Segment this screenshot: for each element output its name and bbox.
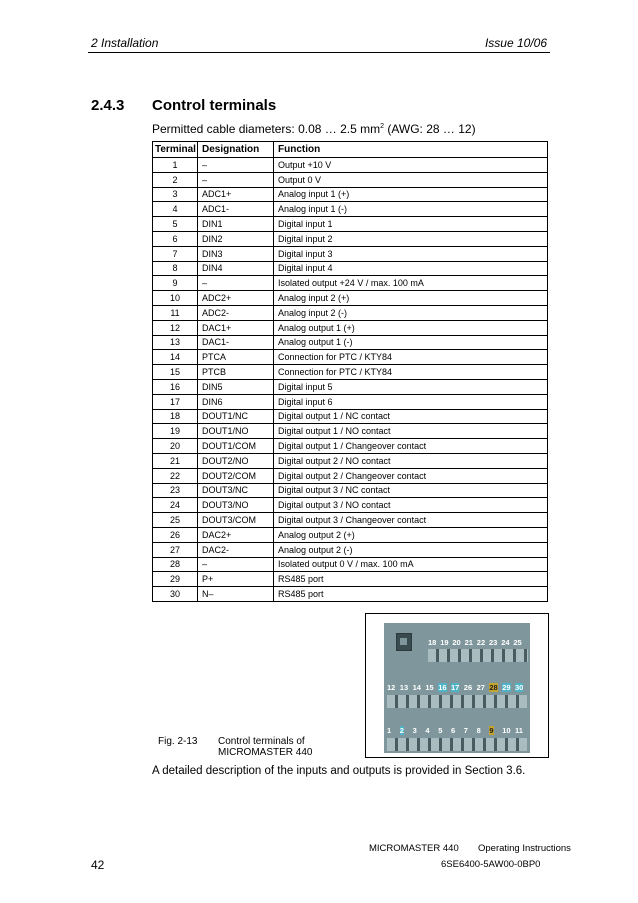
figure-label: Fig. 2-13 xyxy=(158,736,198,747)
cell-function: RS485 port xyxy=(274,572,548,587)
cell-terminal: 15 xyxy=(153,365,198,380)
cell-terminal: 20 xyxy=(153,439,198,454)
cell-terminal: 3 xyxy=(153,187,198,202)
table-row xyxy=(153,231,548,246)
terminal-number-label: 26 xyxy=(463,683,473,692)
cell-designation: – xyxy=(198,276,274,291)
cable-diameter-note xyxy=(152,122,476,136)
header-designation: Designation xyxy=(198,142,274,158)
table-row xyxy=(153,498,548,513)
page-number: 42 xyxy=(91,858,105,872)
cell-function: Output +10 V xyxy=(274,158,548,173)
terminal-number-label: 7 xyxy=(463,726,468,735)
cable-superscript: 2 xyxy=(380,123,384,130)
cell-function: Analog output 2 (-) xyxy=(274,542,548,557)
terminal-number-label: 9 xyxy=(489,726,494,735)
cell-designation: DAC1+ xyxy=(198,320,274,335)
cell-designation: DOUT1/COM xyxy=(198,439,274,454)
cell-terminal: 9 xyxy=(153,276,198,291)
cell-designation: N– xyxy=(198,587,274,602)
figure-caption-line1: Control terminals of xyxy=(218,736,305,747)
cell-function: RS485 port xyxy=(274,587,548,602)
table-row xyxy=(153,365,548,380)
cell-function: Analog input 2 (-) xyxy=(274,305,548,320)
cell-designation: DIN5 xyxy=(198,379,274,394)
terminal-number-label: 13 xyxy=(399,683,409,692)
dip-switch xyxy=(396,633,412,651)
cell-designation: P+ xyxy=(198,572,274,587)
cell-function: Digital output 2 / NO contact xyxy=(274,453,548,468)
table-row xyxy=(153,305,548,320)
table-row xyxy=(153,379,548,394)
terminal-number-label: 2 xyxy=(399,726,404,735)
cable-prefix: Permitted cable diameters: 0.08 … 2.5 mm xyxy=(152,122,381,136)
cable-suffix: (AWG: 28 … 12) xyxy=(384,122,476,136)
cell-terminal: 2 xyxy=(153,172,198,187)
cell-terminal: 24 xyxy=(153,498,198,513)
cell-function: Analog input 1 (-) xyxy=(274,202,548,217)
header-terminal: Terminal xyxy=(153,142,198,158)
cell-function: Isolated output +24 V / max. 100 mA xyxy=(274,276,548,291)
terminal-number-label: 16 xyxy=(438,683,447,692)
terminal-number-label: 4 xyxy=(425,726,430,735)
control-terminals-photo xyxy=(384,623,530,753)
terminal-number-label: 6 xyxy=(451,726,456,735)
cell-designation: DIN1 xyxy=(198,217,274,232)
table-header-row xyxy=(153,142,548,158)
table-row xyxy=(153,246,548,261)
cell-designation: ADC1+ xyxy=(198,187,274,202)
table-row xyxy=(153,424,548,439)
cell-function: Analog input 1 (+) xyxy=(274,187,548,202)
cell-function: Isolated output 0 V / max. 100 mA xyxy=(274,557,548,572)
cell-function: Digital output 1 / Changeover contact xyxy=(274,439,548,454)
cell-designation: DAC1- xyxy=(198,335,274,350)
cell-terminal: 5 xyxy=(153,217,198,232)
cell-terminal: 23 xyxy=(153,483,198,498)
terminal-block xyxy=(387,695,527,708)
cell-designation: – xyxy=(198,557,274,572)
cell-designation: DAC2- xyxy=(198,542,274,557)
terminal-number-label: 28 xyxy=(489,683,498,692)
terminal-number-label: 11 xyxy=(515,726,523,735)
cell-terminal: 4 xyxy=(153,202,198,217)
cell-function: Digital input 2 xyxy=(274,231,548,246)
table-row xyxy=(153,217,548,232)
cell-designation: PTCB xyxy=(198,365,274,380)
table-row xyxy=(153,439,548,454)
cell-function: Output 0 V xyxy=(274,172,548,187)
table-row xyxy=(153,453,548,468)
table-row xyxy=(153,409,548,424)
terminal-number-label: 15 xyxy=(425,683,434,692)
cell-terminal: 29 xyxy=(153,572,198,587)
table-row xyxy=(153,468,548,483)
header-rule xyxy=(88,52,550,53)
cell-function: Digital input 4 xyxy=(274,261,548,276)
table-row xyxy=(153,172,548,187)
cell-designation: ADC1- xyxy=(198,202,274,217)
cell-designation: ADC2+ xyxy=(198,291,274,306)
cell-designation: DOUT3/NO xyxy=(198,498,274,513)
cell-function: Digital output 3 / NO contact xyxy=(274,498,548,513)
section-title: Control terminals xyxy=(152,97,277,114)
terminal-number-label: 17 xyxy=(451,683,460,692)
cell-designation: DOUT1/NC xyxy=(198,409,274,424)
cell-designation: DOUT2/COM xyxy=(198,468,274,483)
cell-function: Analog input 2 (+) xyxy=(274,291,548,306)
cell-designation: DOUT3/COM xyxy=(198,513,274,528)
table-body xyxy=(153,158,548,602)
cell-terminal: 18 xyxy=(153,409,198,424)
terminal-number-label: 23 xyxy=(489,638,498,647)
cell-function: Connection for PTC / KTY84 xyxy=(274,365,548,380)
figure-caption-line2: MICROMASTER 440 xyxy=(218,747,313,758)
header-issue: Issue 10/06 xyxy=(484,36,547,50)
terminal-number-label: 24 xyxy=(501,638,510,647)
table-row xyxy=(153,276,548,291)
terminal-number-label: 3 xyxy=(412,726,417,735)
header-chapter: 2 Installation xyxy=(91,36,159,50)
cell-terminal: 1 xyxy=(153,158,198,173)
cell-function: Digital input 3 xyxy=(274,246,548,261)
table-row xyxy=(153,483,548,498)
terminal-number-label: 5 xyxy=(438,726,443,735)
table-row xyxy=(153,527,548,542)
table-row xyxy=(153,187,548,202)
description-text: A detailed description of the inputs and outputs is provided in Section 3.6. xyxy=(152,765,526,777)
table-row xyxy=(153,291,548,306)
cell-terminal: 10 xyxy=(153,291,198,306)
footer-product: MICROMASTER 440 xyxy=(369,843,459,854)
cell-function: Digital output 2 / Changeover contact xyxy=(274,468,548,483)
cell-designation: PTCA xyxy=(198,350,274,365)
cell-terminal: 12 xyxy=(153,320,198,335)
table-row xyxy=(153,158,548,173)
cell-function: Digital output 3 / NC contact xyxy=(274,483,548,498)
cell-designation: DOUT2/NO xyxy=(198,453,274,468)
terminal-number-label: 27 xyxy=(476,683,485,692)
cell-terminal: 28 xyxy=(153,557,198,572)
cell-designation: DAC2+ xyxy=(198,527,274,542)
table-row xyxy=(153,394,548,409)
cell-function: Digital input 6 xyxy=(274,394,548,409)
cell-designation: DIN2 xyxy=(198,231,274,246)
footer-doc-type: Operating Instructions xyxy=(478,843,571,854)
cell-designation: DOUT3/NC xyxy=(198,483,274,498)
section-number: 2.4.3 xyxy=(91,97,125,114)
cell-function: Connection for PTC / KTY84 xyxy=(274,350,548,365)
cell-function: Digital input 5 xyxy=(274,379,548,394)
cell-terminal: 19 xyxy=(153,424,198,439)
table-row xyxy=(153,320,548,335)
terminal-number-label: 18 xyxy=(428,638,437,647)
cell-terminal: 7 xyxy=(153,246,198,261)
table-row xyxy=(153,335,548,350)
terminal-number-label: 14 xyxy=(412,683,421,692)
cell-terminal: 6 xyxy=(153,231,198,246)
terminal-number-label: 12 xyxy=(387,683,396,692)
table-row xyxy=(153,513,548,528)
cell-designation: – xyxy=(198,158,274,173)
cell-terminal: 26 xyxy=(153,527,198,542)
terminal-number-label: 25 xyxy=(513,638,522,647)
cell-terminal: 16 xyxy=(153,379,198,394)
control-terminals-table xyxy=(152,141,548,602)
cell-terminal: 22 xyxy=(153,468,198,483)
cell-designation: – xyxy=(198,172,274,187)
terminal-block xyxy=(428,649,528,662)
cell-function: Digital output 1 / NO contact xyxy=(274,424,548,439)
terminal-number-label: 1 xyxy=(387,726,392,735)
cell-terminal: 11 xyxy=(153,305,198,320)
terminal-block xyxy=(387,738,527,751)
cell-terminal: 8 xyxy=(153,261,198,276)
table-row xyxy=(153,202,548,217)
cell-designation: ADC2- xyxy=(198,305,274,320)
terminal-number-label: 10 xyxy=(502,726,511,735)
cell-function: Digital output 1 / NC contact xyxy=(274,409,548,424)
cell-designation: DIN6 xyxy=(198,394,274,409)
cell-terminal: 25 xyxy=(153,513,198,528)
cell-function: Analog output 1 (+) xyxy=(274,320,548,335)
terminal-number-label: 21 xyxy=(464,638,473,647)
figure-frame xyxy=(365,613,549,758)
header-function: Function xyxy=(274,142,548,158)
terminal-number-label: 8 xyxy=(476,726,481,735)
cell-terminal: 27 xyxy=(153,542,198,557)
table-row xyxy=(153,261,548,276)
cell-designation: DIN4 xyxy=(198,261,274,276)
footer-order-number: 6SE6400-5AW00-0BP0 xyxy=(441,859,541,870)
table-row xyxy=(153,542,548,557)
terminal-number-label: 20 xyxy=(452,638,461,647)
cell-designation: DOUT1/NO xyxy=(198,424,274,439)
cell-function: Digital input 1 xyxy=(274,217,548,232)
cell-terminal: 30 xyxy=(153,587,198,602)
terminal-number-label: 22 xyxy=(476,638,486,647)
cell-function: Analog output 2 (+) xyxy=(274,527,548,542)
table-row xyxy=(153,557,548,572)
table-row xyxy=(153,572,548,587)
table-row xyxy=(153,587,548,602)
cell-terminal: 13 xyxy=(153,335,198,350)
terminal-number-label: 29 xyxy=(502,683,511,692)
table-row xyxy=(153,350,548,365)
cell-designation: DIN3 xyxy=(198,246,274,261)
cell-terminal: 21 xyxy=(153,453,198,468)
cell-function: Analog output 1 (-) xyxy=(274,335,548,350)
terminal-number-label: 19 xyxy=(440,638,449,647)
cell-terminal: 14 xyxy=(153,350,198,365)
terminal-number-label: 30 xyxy=(515,683,524,692)
cell-function: Digital output 3 / Changeover contact xyxy=(274,513,548,528)
cell-terminal: 17 xyxy=(153,394,198,409)
